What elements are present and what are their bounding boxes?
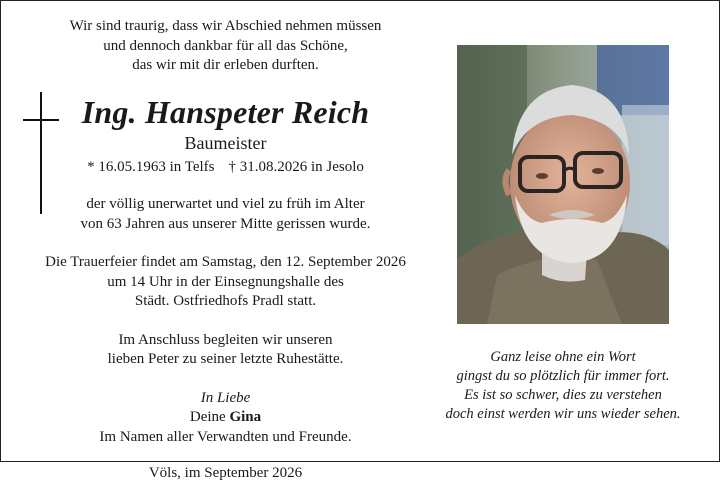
- funeral-info: [23, 253, 428, 312]
- death-date: † 31.08.2026 in Jesolo: [228, 158, 364, 175]
- death-text: [23, 195, 428, 234]
- funeral-line: um 14 Uhr in der Einsegnungshalle des: [107, 273, 344, 290]
- memorial-poem: [437, 348, 689, 424]
- signer-name: Gina: [229, 409, 262, 425]
- poem-line: doch einst werden wir uns wieder sehen.: [445, 406, 681, 422]
- yours-text: Deine: [189, 409, 226, 425]
- burial-line: lieben Peter zu seiner letzte Ruhestätte.: [107, 351, 344, 367]
- portrait-photo: [457, 45, 669, 324]
- deceased-profession: Baumeister: [184, 132, 267, 153]
- intro-line: das wir mit dir erleben durften.: [132, 57, 319, 73]
- life-dates: [23, 158, 428, 178]
- funeral-line: Städt. Ostfriedhofs Pradl statt.: [134, 293, 317, 309]
- birth-date: * 16.05.1963 in Telfs: [87, 158, 215, 175]
- death-text-line: von 63 Jahren aus unserer Mitte gerissen wurde.: [80, 215, 371, 232]
- signer-line: [23, 408, 428, 428]
- poem-line: gingst du so plötzlich für immer fort.: [456, 368, 670, 384]
- funeral-line: Die Trauerfeier findet am Samstag, den 12. September 2026: [45, 254, 406, 270]
- burial-line: Im Anschluss begleiten wir unseren: [118, 331, 333, 348]
- poem-line: Es ist so schwer, dies zu verstehen: [464, 387, 662, 403]
- intro-line: und dennoch dankbar für all das Schöne,: [103, 37, 348, 54]
- intro-line: Wir sind traurig, dass wir Abschied nehmen müssen: [69, 18, 382, 34]
- place-date: Völs, im September 2026: [148, 465, 303, 481]
- closing-signature: [23, 389, 428, 448]
- relatives-text: Im Namen aller Verwandten und Freunde.: [99, 428, 352, 445]
- deceased-name: Ing. Hanspeter Reich: [81, 93, 370, 130]
- intro-text: [23, 17, 428, 76]
- death-text-line: der völlig unerwartet und viel zu früh im Alter: [86, 196, 365, 212]
- burial-info: [23, 331, 428, 370]
- obituary-text-column: [23, 17, 428, 484]
- in-love-text: In Liebe: [200, 389, 251, 406]
- poem-line: Ganz leise ohne ein Wort: [490, 349, 636, 365]
